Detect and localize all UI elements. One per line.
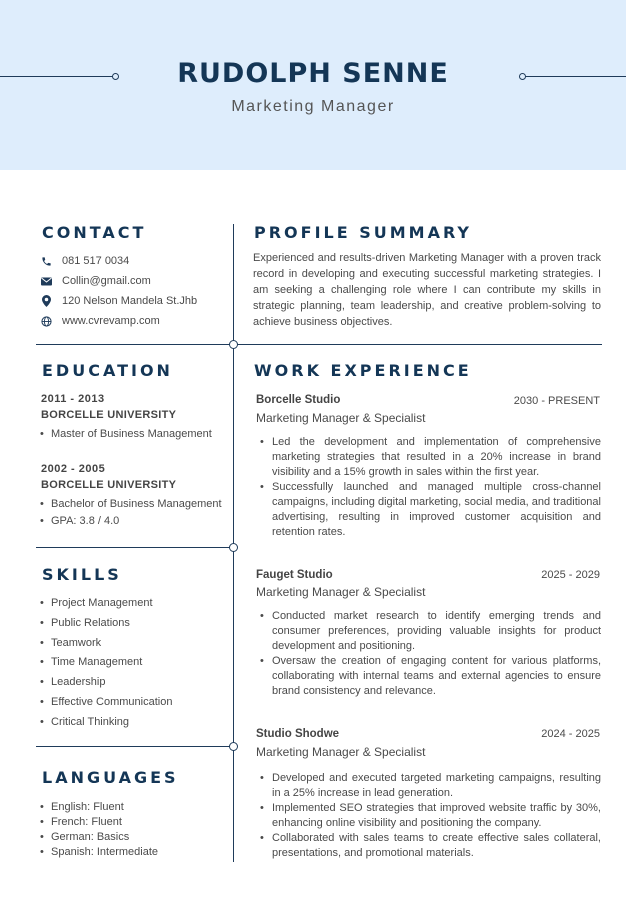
profile-heading: PROFILE SUMMARY [254,223,472,242]
duty-item: • Implemented SEO strategies that improved website traffic by 30%, enhancing online visibility and positioning the company. [257,801,601,831]
section-rule [36,344,602,345]
job-role: Marketing Manager & Specialist [256,585,426,599]
education-years: 2011 - 2013 [41,393,105,405]
duty-item: • Oversaw the creation of engaging content for various platforms, collaborating with internal teams and external agencies to ensure brand consistency and relevance. [257,654,601,699]
profile-summary: Experienced and results-driven Marketing Manager with a proven track record in developing and executing successful marketing strategies. I am seeking a challenging role where I can contribute my skills in strategic planning, team leadership, and creative problem-solving to achieve business objectives. [253,252,601,328]
education-detail: • GPA: 3.8 / 4.0 [40,515,119,527]
skill-item: • Teamwork [40,637,101,649]
section-rule [36,746,234,747]
job-company: Borcelle Studio [256,394,341,406]
skill-item: • Critical Thinking [40,716,129,728]
language-item: • German: Basics [40,831,129,843]
skill-item: • Public Relations [40,617,130,629]
job-dates: 2025 - 2029 [541,569,600,581]
contact-website: www.cvrevamp.com [40,313,160,329]
candidate-title: Marketing Manager [231,98,395,115]
job-duties [257,771,601,861]
education-school: BORCELLE UNIVERSITY [41,409,177,421]
job-company: Fauget Studio [256,569,333,581]
job-dates: 2030 - PRESENT [513,395,600,407]
education-detail: • Bachelor of Business Management [40,498,222,510]
duty-item: • Successfully launched and managed multiple cross-channel campaigns, including digital marketing, social media, and traditional advertising, resulting in improved customer acquisition and retention rates. [257,480,601,540]
job-company: Studio Shodwe [256,728,340,740]
education-school: BORCELLE UNIVERSITY [41,479,177,491]
section-rule [36,547,234,548]
education-heading: EDUCATION [42,361,173,380]
language-item: • Spanish: Intermediate [40,846,158,858]
rule-junction-dot [229,742,238,751]
candidate-name: RUDOLPH SENNE [177,58,449,89]
job-duties [257,435,601,540]
contact-email: Collin@gmail.com [40,273,151,289]
duty-item: • Led the development and implementation of comprehensive marketing strategies that resulted in a 20% increase in brand visibility and a 15% growth in sales within the first year. [257,435,601,480]
job-dates: 2024 - 2025 [541,728,600,740]
job-duties [257,609,601,699]
skill-item: • Leadership [40,676,105,688]
work-heading: WORK EXPERIENCE [254,361,472,380]
globe-icon [40,315,52,327]
language-item: • French: Fluent [40,816,122,828]
contact-phone: 081 517 0034 [40,253,129,269]
skill-item: • Time Management [40,656,142,668]
languages-heading: LANGUAGES [42,768,179,787]
language-item: • English: Fluent [40,801,124,813]
contact-address: 120 Nelson Mandela St.Jhb [40,293,197,309]
job-role: Marketing Manager & Specialist [256,745,426,759]
education-detail: • Master of Business Management [40,428,212,440]
rule-junction-dot [229,543,238,552]
skills-heading: SKILLS [42,565,122,584]
education-years: 2002 - 2005 [41,463,106,475]
duty-item: • Conducted market research to identify emerging trends and consumer preferences, providing valuable insights for product development and positioning. [257,609,601,654]
duty-item: • Developed and executed targeted marketing campaigns, resulting in a 25% increase in lead generation. [257,771,601,801]
duty-item: • Collaborated with sales teams to create effective sales collateral, presentations, and promotional materials. [257,831,601,861]
contact-heading: CONTACT [42,223,146,242]
skill-item: • Project Management [40,597,153,609]
phone-icon [40,255,52,267]
skill-item: • Effective Communication [40,696,172,708]
job-role: Marketing Manager & Specialist [256,411,426,425]
location-icon [40,295,52,307]
email-icon [40,275,52,287]
rule-junction-dot [229,340,238,349]
